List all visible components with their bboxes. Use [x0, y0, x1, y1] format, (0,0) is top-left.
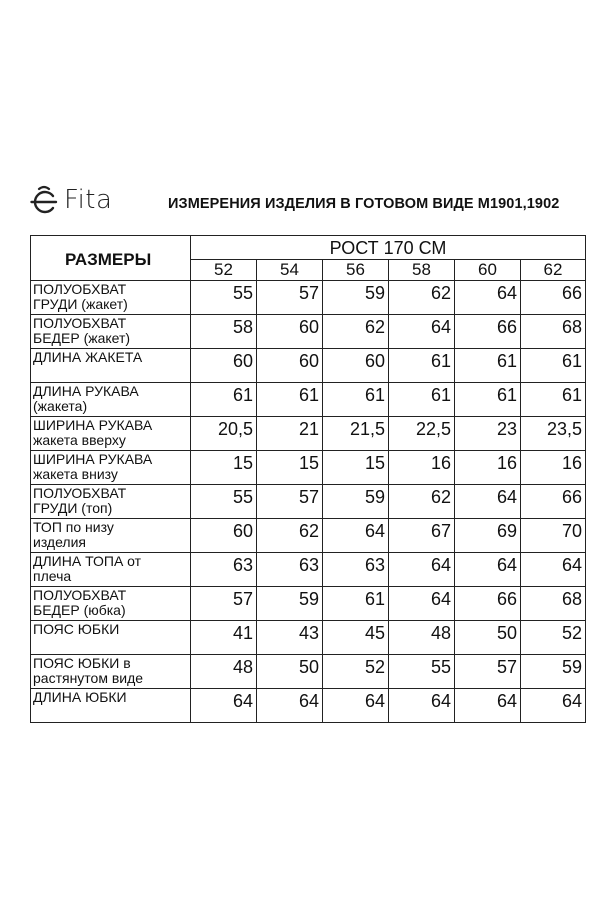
table-cell: 64 [389, 587, 455, 621]
table-cell: 61 [455, 383, 521, 417]
size-header-4: 60 [455, 260, 521, 281]
table-cell: 66 [455, 587, 521, 621]
table-cell: 59 [257, 587, 323, 621]
table-cell: 62 [389, 281, 455, 315]
table-cell: 61 [455, 349, 521, 383]
table-cell: 57 [191, 587, 257, 621]
table-cell: 64 [455, 281, 521, 315]
table-cell: 61 [521, 383, 586, 417]
row-label [31, 655, 191, 689]
table-cell: 66 [455, 315, 521, 349]
row-label-line: ДЛИНА ЖАКЕТА [33, 349, 143, 365]
table-cell: 60 [257, 349, 323, 383]
table-cell: 48 [191, 655, 257, 689]
row-label [31, 553, 191, 587]
table-row [31, 451, 586, 485]
table-row [31, 655, 586, 689]
row-label-line: ШИРИНА РУКАВА [33, 451, 153, 467]
row-label [31, 349, 191, 383]
row-label [31, 383, 191, 417]
table-cell: 57 [257, 281, 323, 315]
table-cell: 15 [257, 451, 323, 485]
row-label-line: ГРУДИ (жакет) [33, 296, 128, 312]
row-label-line: ПОЛУОБХВАТ [33, 281, 127, 297]
table-cell: 50 [257, 655, 323, 689]
table-cell: 70 [521, 519, 586, 553]
table-cell: 57 [455, 655, 521, 689]
brand-name: Fita [64, 185, 113, 215]
table-row [31, 315, 586, 349]
table-cell: 61 [323, 587, 389, 621]
table-cell: 57 [257, 485, 323, 519]
row-label [31, 281, 191, 315]
table-cell: 64 [521, 553, 586, 587]
size-header-1: 54 [257, 260, 323, 281]
table-cell: 66 [521, 281, 586, 315]
table-cell: 64 [323, 519, 389, 553]
table-cell: 61 [191, 383, 257, 417]
row-label-line: ТОП по низу [33, 519, 114, 535]
table-cell: 69 [455, 519, 521, 553]
table-cell: 64 [455, 553, 521, 587]
table-cell: 15 [191, 451, 257, 485]
size-header-2: 56 [323, 260, 389, 281]
table-cell: 55 [191, 281, 257, 315]
table-cell: 61 [389, 349, 455, 383]
table-row [31, 519, 586, 553]
table-cell: 60 [191, 349, 257, 383]
row-label-line: жакета вверху [33, 432, 126, 448]
height-header: РОСТ 170 СМ [191, 236, 586, 260]
table-cell: 41 [191, 621, 257, 655]
table-cell: 60 [257, 315, 323, 349]
table-cell: 64 [389, 553, 455, 587]
table-cell: 68 [521, 315, 586, 349]
table-cell: 58 [191, 315, 257, 349]
table-cell: 64 [455, 485, 521, 519]
table-cell: 20,5 [191, 417, 257, 451]
table-row [31, 587, 586, 621]
table-cell: 59 [521, 655, 586, 689]
size-header-0: 52 [191, 260, 257, 281]
table-cell: 52 [521, 621, 586, 655]
row-label-line: жакета внизу [33, 466, 118, 482]
table-cell: 62 [323, 315, 389, 349]
table-cell: 61 [521, 349, 586, 383]
corner-header: РАЗМЕРЫ [31, 236, 191, 281]
row-label [31, 621, 191, 655]
table-cell: 21 [257, 417, 323, 451]
table-cell: 61 [389, 383, 455, 417]
row-label-line: ПОЯС ЮБКИ в [33, 655, 131, 671]
row-label-line: плеча [33, 568, 72, 584]
table-cell: 64 [323, 689, 389, 723]
table-cell: 16 [455, 451, 521, 485]
header [30, 182, 570, 222]
table-cell: 63 [323, 553, 389, 587]
table-cell: 64 [389, 315, 455, 349]
row-label [31, 689, 191, 723]
row-label-line: ПОЛУОБХВАТ [33, 485, 127, 501]
row-label-line: ПОЛУОБХВАТ [33, 315, 127, 331]
table-cell: 60 [323, 349, 389, 383]
row-label-line: (жакета) [33, 398, 88, 414]
table-cell: 62 [389, 485, 455, 519]
table-cell: 66 [521, 485, 586, 519]
table-cell: 55 [389, 655, 455, 689]
table-cell: 22,5 [389, 417, 455, 451]
table-cell: 60 [191, 519, 257, 553]
table-cell: 64 [191, 689, 257, 723]
table-cell: 45 [323, 621, 389, 655]
row-label [31, 519, 191, 553]
table-cell: 43 [257, 621, 323, 655]
row-label-line: БЕДЕР (юбка) [33, 602, 126, 618]
table-cell: 16 [521, 451, 586, 485]
size-chart-table [30, 235, 586, 723]
table-row [31, 689, 586, 723]
table-row [31, 349, 586, 383]
table-row [31, 485, 586, 519]
row-label-line: ГРУДИ (топ) [33, 500, 113, 516]
row-label [31, 451, 191, 485]
header-row-height [31, 236, 586, 260]
table-cell: 68 [521, 587, 586, 621]
row-label-line: растянутом виде [33, 670, 144, 686]
row-label [31, 417, 191, 451]
row-label-line: ПОЛУОБХВАТ [33, 587, 127, 603]
table-cell: 61 [323, 383, 389, 417]
row-label-line: ДЛИНА ЮБКИ [33, 689, 127, 705]
table-row [31, 417, 586, 451]
brand-logo [30, 182, 112, 218]
table-cell: 62 [257, 519, 323, 553]
row-label [31, 485, 191, 519]
table-cell: 21,5 [323, 417, 389, 451]
table-row [31, 383, 586, 417]
row-label-line: ДЛИНА ТОПА от [33, 553, 142, 569]
table-cell: 48 [389, 621, 455, 655]
table-cell: 63 [191, 553, 257, 587]
table-cell: 67 [389, 519, 455, 553]
table-cell: 50 [455, 621, 521, 655]
size-header-3: 58 [389, 260, 455, 281]
table-row [31, 621, 586, 655]
table-row [31, 281, 586, 315]
table-cell: 64 [521, 689, 586, 723]
table-row [31, 553, 586, 587]
table-cell: 23 [455, 417, 521, 451]
row-label-line: изделия [33, 534, 86, 550]
row-label-line: БЕДЕР (жакет) [33, 330, 131, 346]
table-cell: 16 [389, 451, 455, 485]
row-label-line: ШИРИНА РУКАВА [33, 417, 153, 433]
table-cell: 55 [191, 485, 257, 519]
document-title: ИЗМЕРЕНИЯ ИЗДЕЛИЯ В ГОТОВОМ ВИДЕ М1901,1902 [168, 196, 560, 212]
size-header-5: 62 [521, 260, 586, 281]
table-cell: 15 [323, 451, 389, 485]
row-label-line: ДЛИНА РУКАВА [33, 383, 139, 399]
table-cell: 64 [257, 689, 323, 723]
fita-logo-icon [30, 184, 58, 216]
table-cell: 64 [389, 689, 455, 723]
table-cell: 61 [257, 383, 323, 417]
row-label-line: ПОЯС ЮБКИ [33, 621, 120, 637]
table-cell: 64 [455, 689, 521, 723]
table-cell: 59 [323, 485, 389, 519]
row-label [31, 587, 191, 621]
table-cell: 23,5 [521, 417, 586, 451]
table-body [31, 281, 586, 723]
table-cell: 63 [257, 553, 323, 587]
table-cell: 59 [323, 281, 389, 315]
row-label [31, 315, 191, 349]
table-cell: 52 [323, 655, 389, 689]
